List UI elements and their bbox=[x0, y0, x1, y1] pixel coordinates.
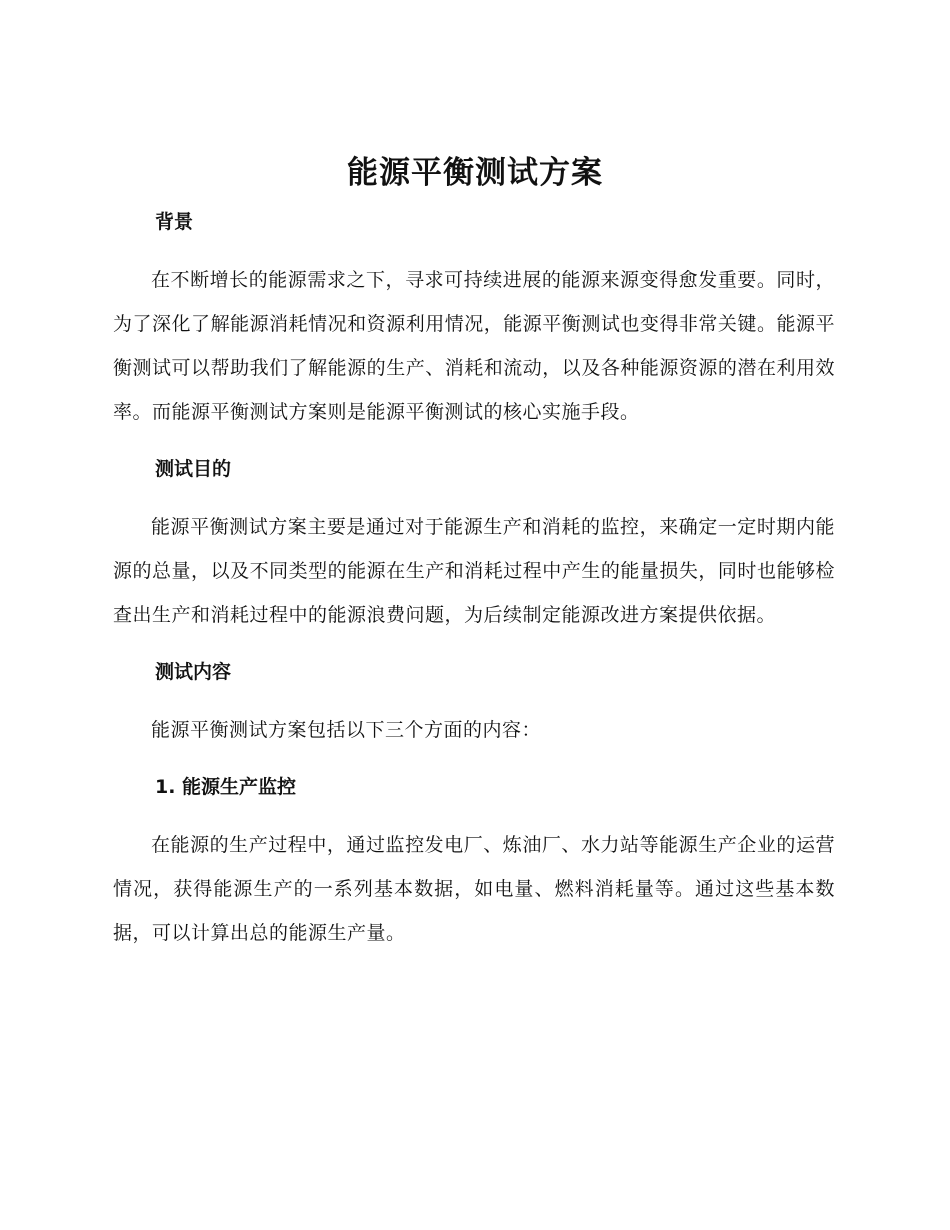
section-heading-background: 背景 bbox=[155, 211, 194, 233]
section-heading-content: 测试内容 bbox=[155, 661, 232, 683]
paragraph-background: 在不断增长的能源需求之下，寻求可持续进展的能源来源变得愈发重要。同时，为了深化了解能源消耗情况和资源利用情况，能源平衡测试也变得非常关键。能源平衡测试可以帮助我们了解能源的生产、消耗和流动，以及各种能源资源的潜在利用效率。而能源平衡测试方案则是能源平衡测试的核心实施手段。 bbox=[113, 269, 835, 423]
paragraph-production-monitoring: 在能源的生产过程中，通过监控发电厂、炼油厂、水力站等能源生产企业的运营情况，获得能源生产的一系列基本数据，如电量、燃料消耗量等。通过这些基本数据，可以计算出总的能源生产量。 bbox=[113, 834, 835, 944]
section-heading-purpose: 测试目的 bbox=[155, 458, 232, 480]
document-body bbox=[113, 200, 835, 955]
paragraph-purpose: 能源平衡测试方案主要是通过对于能源生产和消耗的监控，来确定一定时期内能源的总量，以及不同类型的能源在生产和消耗过程中产生的能量损失，同时也能够检查出生产和消耗过程中的能源浪费问题，为后续制定能源改进方案提供依据。 bbox=[113, 516, 835, 626]
subsection-heading-production-monitoring: 1. 能源生产监控 bbox=[155, 776, 297, 798]
document-title: 能源平衡测试方案 bbox=[347, 155, 603, 191]
paragraph-content-intro: 能源平衡测试方案包括以下三个方面的内容： bbox=[151, 719, 542, 741]
